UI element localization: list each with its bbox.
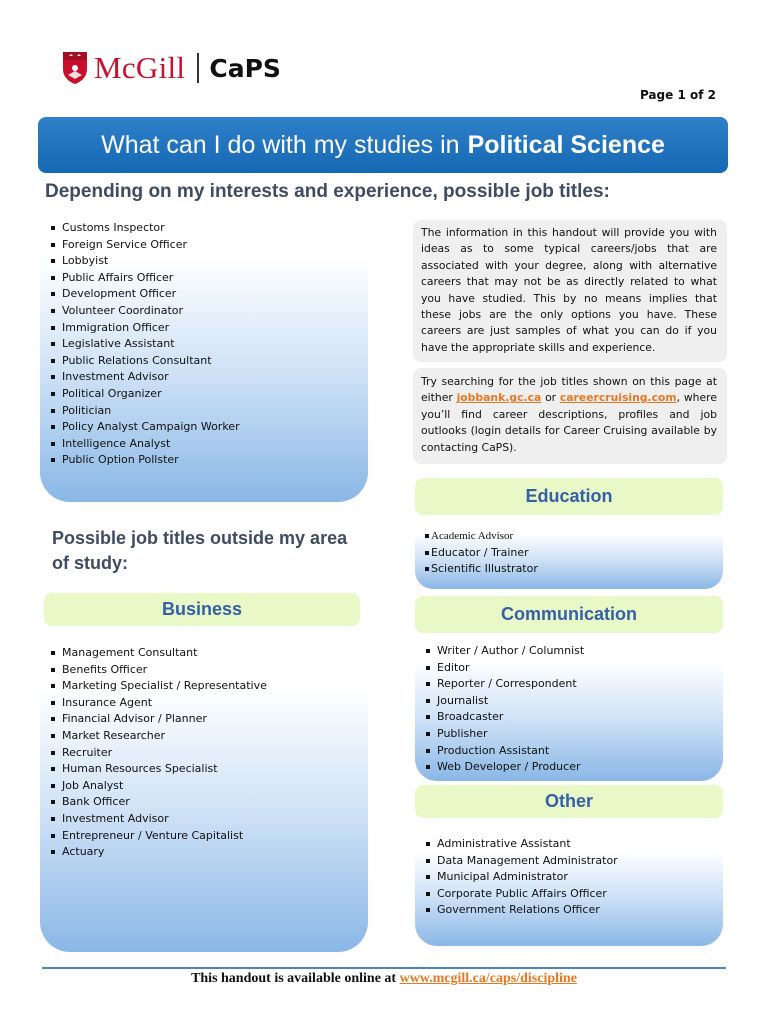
list-item: Human Resources Specialist	[50, 761, 267, 778]
other-list	[425, 836, 618, 919]
page-total: 2	[707, 88, 716, 102]
page-prefix: Page	[639, 88, 674, 102]
mcgill-caps-logo	[62, 48, 281, 88]
list-item: Immigration Officer	[50, 320, 240, 337]
logo-caps-wordmark: CaPS	[209, 53, 281, 83]
list-item: Corporate Public Affairs Officer	[425, 886, 618, 903]
list-item: Policy Analyst Campaign Worker	[50, 419, 240, 436]
list-item: Writer / Author / Columnist	[425, 643, 584, 660]
footer-discipline-link[interactable]: www.mcgill.ca/caps/discipline	[399, 971, 577, 986]
list-item: Bank Officer	[50, 794, 267, 811]
list-item: Legislative Assistant	[50, 336, 240, 353]
info-search-text-2: , where you’ll find career descriptions, profiles and job outlooks (login details for Career Cruising available by contacting CaPS).	[421, 391, 718, 454]
list-item: Public Relations Consultant	[50, 353, 240, 370]
communication-list	[425, 643, 584, 776]
page-number	[640, 88, 716, 102]
jobbank-link[interactable]: jobbank.gc.ca	[456, 391, 542, 405]
info-paragraph-search	[421, 374, 717, 456]
logo-mcgill-wordmark: McGill	[94, 50, 186, 85]
communication-header: Communication	[415, 596, 723, 633]
footer-divider	[42, 967, 726, 969]
title-banner	[38, 117, 728, 173]
list-item: Volunteer Coordinator	[50, 303, 240, 320]
list-item: Development Officer	[50, 286, 240, 303]
list-item: Public Option Pollster	[50, 452, 240, 469]
list-item: Intelligence Analyst	[50, 436, 240, 453]
list-item: Financial Advisor / Planner	[50, 711, 267, 728]
list-item: Web Developer / Producer	[425, 759, 584, 776]
list-item: Recruiter	[50, 745, 267, 762]
list-item: Benefits Officer	[50, 662, 267, 679]
list-item: Academic Advisor	[425, 528, 538, 545]
list-item: Job Analyst	[50, 778, 267, 795]
list-item: Political Organizer	[50, 386, 240, 403]
list-item: Insurance Agent	[50, 695, 267, 712]
info-search-text-1: Try searching for the job titles shown on this page at either	[421, 375, 717, 405]
list-item: Actuary	[50, 844, 267, 861]
list-item: Reporter / Correspondent	[425, 676, 584, 693]
footer	[0, 971, 768, 987]
info-search-or: or	[545, 391, 557, 405]
logo-divider	[197, 53, 199, 83]
list-item: Municipal Administrator	[425, 869, 618, 886]
careercruising-link[interactable]: careercruising.com	[559, 391, 677, 405]
list-item: Customs Inspector	[50, 220, 240, 237]
business-header: Business	[44, 593, 360, 626]
list-item: Investment Advisor	[50, 369, 240, 386]
main-heading: Depending on my interests and experience, possible job titles:	[45, 181, 610, 202]
list-item: Politician	[50, 403, 240, 420]
mcgill-shield-icon	[62, 51, 88, 85]
list-item: Production Assistant	[425, 743, 584, 760]
education-header: Education	[415, 478, 723, 515]
list-item: Market Researcher	[50, 728, 267, 745]
list-item: Publisher	[425, 726, 584, 743]
list-item: Government Relations Officer	[425, 902, 618, 919]
page-of: of	[689, 88, 704, 102]
outside-area-heading: Possible job titles outside my area of study:	[52, 528, 348, 573]
page-current: 1	[677, 88, 686, 102]
list-item: Investment Advisor	[50, 811, 267, 828]
list-item: Editor	[425, 660, 584, 677]
list-item: Management Consultant	[50, 645, 267, 662]
list-item: Marketing Specialist / Representative	[50, 678, 267, 695]
list-item: Lobbyist	[50, 253, 240, 270]
list-item: Scientific Illustrator	[425, 561, 538, 578]
other-header: Other	[415, 785, 723, 818]
list-item: Foreign Service Officer	[50, 237, 240, 254]
footer-text: This handout is available online at	[191, 971, 397, 986]
list-item: Educator / Trainer	[425, 545, 538, 562]
list-item: Public Affairs Officer	[50, 270, 240, 287]
list-item: Broadcaster	[425, 709, 584, 726]
title-subject: Political Science	[467, 130, 665, 159]
education-list	[425, 528, 538, 578]
list-item: Data Management Administrator	[425, 853, 618, 870]
list-item: Administrative Assistant	[425, 836, 618, 853]
business-list	[50, 645, 267, 861]
main-jobs-list	[50, 220, 240, 469]
title-prefix: What can I do with my studies in	[101, 130, 460, 159]
list-item: Entrepreneur / Venture Capitalist	[50, 828, 267, 845]
info-paragraph-intro: The information in this handout will provide you with ideas as to some typical careers/jobs that are associated with your degree, along with alternative careers that may not be as directly related to what you have studied. This by no means implies that these jobs are the only options you have. These careers are just samples of what you can do if you have the appropriate skills and experience.	[421, 226, 717, 354]
list-item: Journalist	[425, 693, 584, 710]
